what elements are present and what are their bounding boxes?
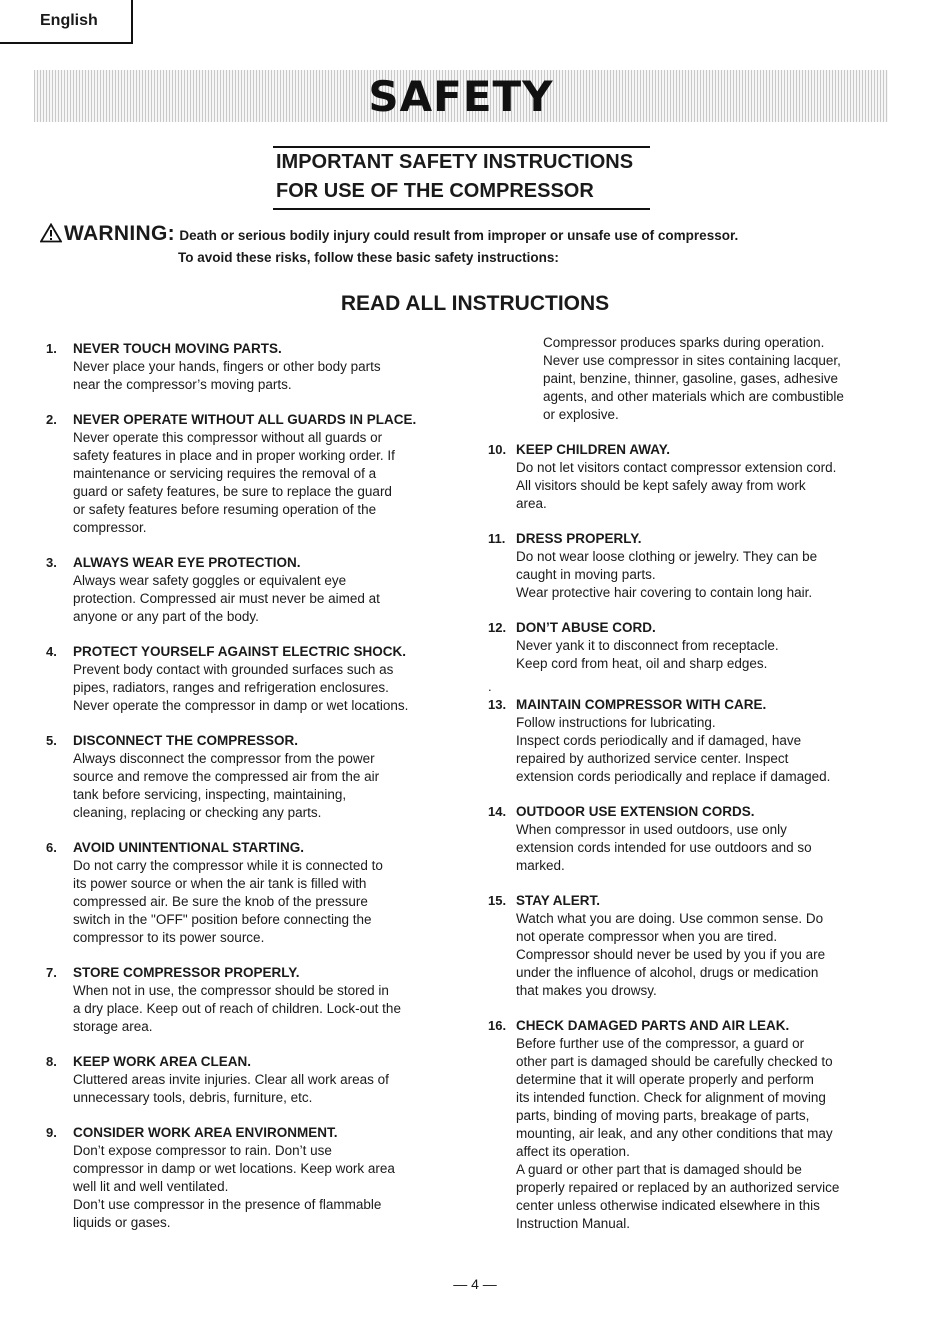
section-banner	[34, 70, 888, 122]
body-line: All visitors should be kept safely away from work	[516, 478, 806, 493]
item-title: OUTDOOR USE EXTENSION CORDS.	[516, 804, 755, 819]
item-title: DRESS PROPERLY.	[516, 531, 642, 546]
body-line: compressed air. Be sure the knob of the pressure	[73, 894, 368, 909]
instruction-item	[488, 696, 898, 786]
body-line: near the compressor’s moving parts.	[73, 377, 292, 392]
body-line: Before further use of the compressor, a guard or	[516, 1036, 805, 1051]
item-title: DON’T ABUSE CORD.	[516, 620, 656, 635]
language-label: English	[40, 12, 98, 29]
item-title: KEEP WORK AREA CLEAN.	[73, 1054, 252, 1069]
item-body	[516, 459, 898, 513]
instruction-item	[488, 530, 898, 602]
instruction-item	[40, 839, 450, 947]
body-line: Never place your hands, fingers or other body parts	[73, 359, 381, 374]
body-line: its power source or when the air tank is filled with	[73, 876, 367, 891]
item-title: MAINTAIN COMPRESSOR WITH CARE.	[516, 697, 767, 712]
body-line: Always wear safety goggles or equivalent eye	[73, 573, 347, 588]
body-line: compressor.	[73, 520, 147, 535]
body-line: Inspect cords periodically and if damaged, have	[516, 733, 802, 748]
body-line: anyone or any part of the body.	[73, 609, 259, 624]
instruction-item	[488, 619, 898, 673]
item-body	[516, 821, 898, 875]
banner-title: SAFETY	[368, 71, 554, 121]
item-number: 6.	[46, 840, 57, 855]
body-line: storage area.	[73, 1019, 153, 1034]
body-line: tank before servicing, inspecting, maintaining,	[73, 787, 347, 802]
item-title: NEVER OPERATE WITHOUT ALL GUARDS IN PLACE.	[73, 412, 417, 427]
item-body	[73, 857, 450, 947]
item-body	[73, 358, 450, 394]
item-number: 14.	[488, 804, 507, 819]
item-body	[516, 548, 898, 602]
body-line: Don’t use compressor in the presence of flammable	[73, 1197, 382, 1212]
warning-text: Death or serious bodily injury could result from improper or unsafe use of compressor.	[179, 228, 739, 243]
body-line: determine that it will operate properly and perform	[516, 1072, 814, 1087]
body-line: When compressor in used outdoors, use only	[516, 822, 787, 837]
instruction-item	[488, 892, 898, 1000]
item-body	[516, 1035, 898, 1233]
instruction-item	[488, 803, 898, 875]
item-body	[73, 982, 450, 1036]
body-line: marked.	[516, 858, 565, 873]
body-line: center unless otherwise indicated elsewhere in this	[516, 1198, 820, 1213]
body-line: Follow instructions for lubricating.	[516, 715, 716, 730]
instruction-item	[40, 554, 450, 626]
warning-block	[40, 222, 900, 265]
body-line: A guard or other part that is damaged should be	[516, 1162, 802, 1177]
body-line: Cluttered areas invite injuries. Clear all work areas of	[73, 1072, 389, 1087]
item-number: 5.	[46, 733, 57, 748]
item-body	[73, 429, 450, 537]
body-line: Never operate this compressor without all guards or	[73, 430, 383, 445]
item-number: 2.	[46, 412, 57, 427]
body-line: Do not wear loose clothing or jewelry. They can be	[516, 549, 818, 564]
body-line: area.	[516, 496, 547, 511]
body-line: Prevent body contact with grounded surfaces such as	[73, 662, 394, 677]
body-line: well lit and well ventilated.	[73, 1179, 229, 1194]
body-line: or safety features before resuming operation of the	[73, 502, 377, 517]
item-body	[73, 1071, 450, 1107]
body-line: paint, benzine, thinner, gasoline, gases, adhesive	[543, 371, 838, 386]
instruction-item	[40, 411, 450, 537]
body-line: Do not let visitors contact compressor extension cord.	[516, 460, 837, 475]
instructions-heading	[273, 146, 650, 210]
body-line: Wear protective hair covering to contain long hair.	[516, 585, 813, 600]
instruction-item	[40, 1053, 450, 1107]
body-line: source and remove the compressed air from the air	[73, 769, 380, 784]
item-number: 11.	[488, 531, 506, 546]
instruction-item	[40, 732, 450, 822]
body-line: Don’t expose compressor to rain. Don’t use	[73, 1143, 332, 1158]
language-tab	[0, 0, 133, 44]
item-title: ALWAYS WEAR EYE PROTECTION.	[73, 555, 301, 570]
body-line: affect its operation.	[516, 1144, 630, 1159]
body-line: unnecessary tools, debris, furniture, etc.	[73, 1090, 313, 1105]
body-line: that makes you drowsy.	[516, 983, 657, 998]
item-number: 10.	[488, 442, 507, 457]
item-title: CHECK DAMAGED PARTS AND AIR LEAK.	[516, 1018, 790, 1033]
item-number: 16.	[488, 1018, 507, 1033]
body-line: compressor to its power source.	[73, 930, 265, 945]
page-number: — 4 —	[453, 1276, 497, 1292]
body-line: its intended function. Check for alignment of moving	[516, 1090, 826, 1105]
body-line: Compressor should never be used by you if you are	[516, 947, 826, 962]
body-line: switch in the "OFF" position before connecting the	[73, 912, 372, 927]
body-line: Watch what you are doing. Use common sense. Do	[516, 911, 824, 926]
item-title: PROTECT YOURSELF AGAINST ELECTRIC SHOCK.	[73, 644, 407, 659]
body-line: When not in use, the compressor should be stored in	[73, 983, 389, 998]
body-line: Keep cord from heat, oil and sharp edges.	[516, 656, 768, 671]
body-line: extension cords intended for use outdoors and so	[516, 840, 812, 855]
body-line: repaired by authorized service center. Inspect	[516, 751, 789, 766]
body-line: extension cords periodically and replace if damaged.	[516, 769, 831, 784]
warning-subtext: To avoid these risks, follow these basic safety instructions:	[178, 250, 559, 265]
body-line: guard or safety features, be sure to replace the guard	[73, 484, 392, 499]
body-line: pipes, radiators, ranges and refrigeration enclosures.	[73, 680, 389, 695]
body-line: caught in moving parts.	[516, 567, 656, 582]
body-line: a dry place. Keep out of reach of children. Lock-out the	[73, 1001, 401, 1016]
body-line: Always disconnect the compressor from the power	[73, 751, 375, 766]
heading-line-1: IMPORTANT SAFETY INSTRUCTIONS	[276, 151, 634, 173]
item-number: 3.	[46, 555, 57, 570]
item-number: 8.	[46, 1054, 57, 1069]
body-line: compressor in damp or wet locations. Keep work area	[73, 1161, 395, 1176]
item-body	[516, 637, 898, 673]
body-line: or explosive.	[543, 407, 619, 422]
warning-triangle-icon	[40, 223, 62, 248]
item-number: 4.	[46, 644, 57, 659]
body-line: Compressor produces sparks during operation.	[543, 335, 825, 350]
item-title: CONSIDER WORK AREA ENVIRONMENT.	[73, 1125, 338, 1140]
instruction-item	[40, 964, 450, 1036]
body-line: not operate compressor when you are tired.	[516, 929, 778, 944]
item-number: 7.	[46, 965, 57, 980]
instruction-item	[40, 643, 450, 715]
body-line: maintenance or servicing requires the removal of a	[73, 466, 377, 481]
item-number: 12.	[488, 620, 507, 635]
warning-word: WARNING:	[64, 222, 175, 245]
body-line: safety features in place and in proper working order. If	[73, 448, 395, 463]
right-column	[488, 334, 898, 1250]
item-title: STAY ALERT.	[516, 893, 601, 908]
item-title: AVOID UNINTENTIONAL STARTING.	[73, 840, 304, 855]
instruction-item	[488, 1017, 898, 1233]
item-title: DISCONNECT THE COMPRESSOR.	[73, 733, 299, 748]
item-body	[73, 750, 450, 822]
item-number: 9.	[46, 1125, 57, 1140]
body-line: Never operate the compressor in damp or wet locations.	[73, 698, 409, 713]
item-body	[73, 572, 450, 626]
body-line: Never use compressor in sites containing lacquer,	[543, 353, 841, 368]
item-title: STORE COMPRESSOR PROPERLY.	[73, 965, 300, 980]
left-column	[40, 340, 450, 1249]
body-line: under the influence of alcohol, drugs or medication	[516, 965, 819, 980]
item-number: 13.	[488, 697, 507, 712]
body-line: liquids or gases.	[73, 1215, 171, 1230]
stray-mark: .	[488, 679, 492, 694]
instruction-item	[40, 1124, 450, 1232]
item-body	[516, 910, 898, 1000]
heading-line-2: FOR USE OF THE COMPRESSOR	[276, 180, 594, 202]
instruction-item	[40, 340, 450, 394]
instruction-item	[488, 441, 898, 513]
item-body	[516, 714, 898, 786]
body-line: parts, binding of moving parts, breakage of parts,	[516, 1108, 810, 1123]
item-title: KEEP CHILDREN AWAY.	[516, 442, 671, 457]
item-number: 1.	[46, 341, 57, 356]
item-body	[73, 661, 450, 715]
item-title: NEVER TOUCH MOVING PARTS.	[73, 341, 282, 356]
body-line: Never yank it to disconnect from receptacle.	[516, 638, 779, 653]
read-all-instructions-heading: READ ALL INSTRUCTIONS	[340, 292, 610, 315]
body-line: agents, and other materials which are combustible	[543, 389, 844, 404]
continued-item-9-text	[488, 334, 898, 424]
item-body	[73, 1142, 450, 1232]
body-line: Instruction Manual.	[516, 1216, 631, 1231]
body-line: protection. Compressed air must never be aimed at	[73, 591, 380, 606]
item-number: 15.	[488, 893, 507, 908]
body-line: mounting, air leak, and any other conditions that may	[516, 1126, 833, 1141]
body-line: properly repaired or replaced by an authorized service	[516, 1180, 840, 1195]
body-line: cleaning, replacing or checking any parts.	[73, 805, 322, 820]
body-line: Do not carry the compressor while it is connected to	[73, 858, 383, 873]
body-line: other part is damaged should be carefully checked to	[516, 1054, 833, 1069]
